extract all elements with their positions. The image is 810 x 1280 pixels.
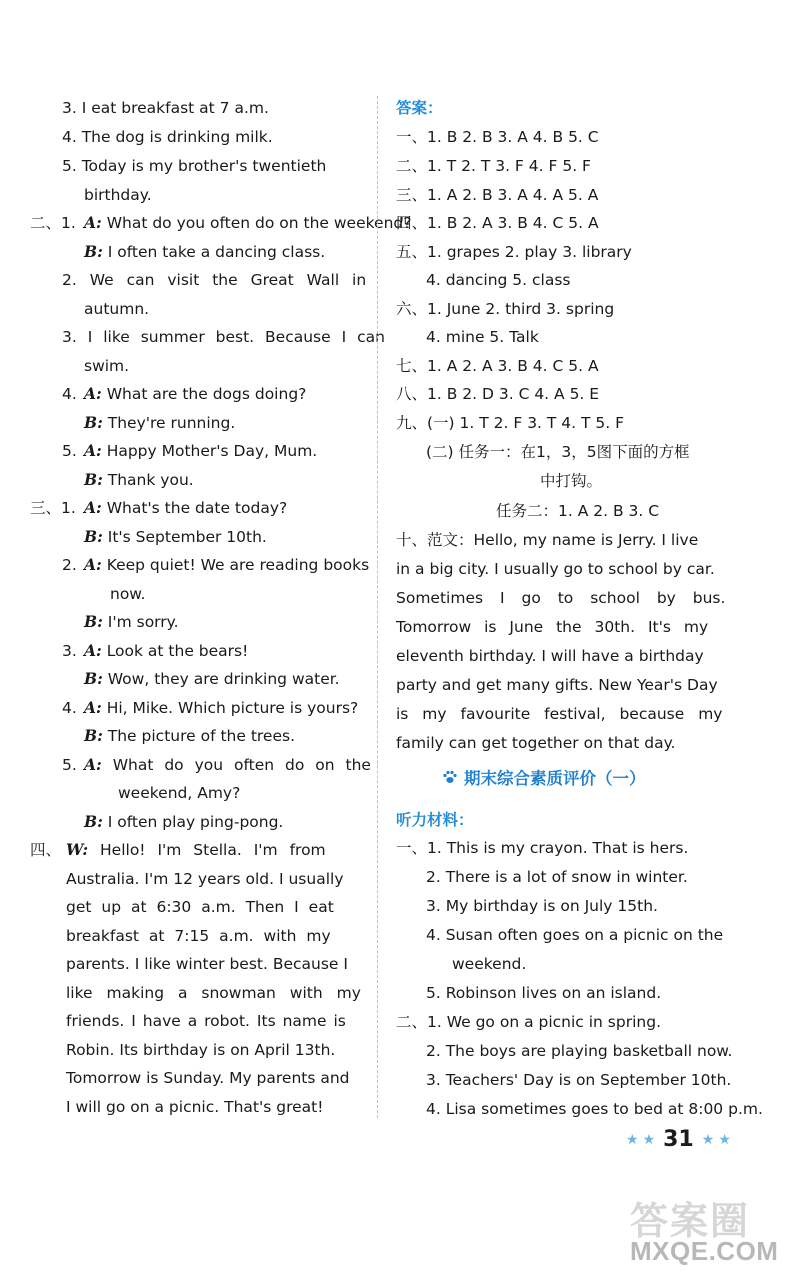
- listening-line: 4. Susan often goes on a picnic on the: [426, 926, 724, 944]
- dialogue-text: I often play ping-pong.: [107, 813, 284, 831]
- listening-line: 3. Teachers' Day is on September 10th.: [426, 1071, 732, 1089]
- star-icon: ★: [718, 1131, 731, 1148]
- text-line: I will go on a picnic. That's great!: [66, 1098, 324, 1116]
- text-line: like making a snowman with my: [66, 984, 361, 1002]
- text-line: weekend, Amy?: [118, 784, 241, 802]
- speaker-label: B:: [84, 413, 103, 432]
- listening-line: 二、1. We go on a picnic in spring.: [396, 1013, 661, 1031]
- dialogue-line: [84, 724, 295, 748]
- speaker-label: B:: [84, 470, 103, 489]
- speaker-label: A:: [84, 498, 102, 517]
- question-number: 4.: [62, 385, 77, 403]
- speaker-label: B:: [84, 527, 103, 546]
- dialogue-line: [84, 610, 179, 634]
- speaker-label: A:: [84, 755, 102, 774]
- answer-line: 九、(一) 1. T 2. F 3. T 4. T 5. F: [396, 414, 625, 432]
- dialogue-line: [84, 810, 283, 834]
- speaker-label: B:: [84, 242, 103, 261]
- dialogue-text: Hi, Mike. Which picture is yours?: [106, 699, 359, 717]
- essay-line: Tomorrow is June the 30th. It's my: [396, 618, 709, 636]
- essay-line: Sometimes I go to school by bus.: [396, 589, 726, 607]
- speaker-label: A:: [84, 555, 102, 574]
- dialogue-text: What are the dogs doing?: [106, 385, 307, 403]
- speaker-label: B:: [84, 669, 103, 688]
- answer-line: (二) 任务一：在1，3，5图下面的方框: [426, 443, 690, 461]
- dialogue-line: [84, 525, 267, 549]
- essay-line: family can get together on that day.: [396, 734, 676, 752]
- answer-line: 4. dancing 5. class: [426, 271, 571, 289]
- speaker-label: A:: [84, 641, 102, 660]
- listening-line: weekend.: [452, 955, 527, 973]
- answer-line: 中打钩。: [540, 472, 603, 490]
- question-number: 二、1.: [30, 214, 76, 232]
- speaker-label: B:: [84, 726, 103, 745]
- dialogue-line: [84, 439, 317, 463]
- dialogue-line: [84, 240, 325, 264]
- speaker-label: A:: [84, 384, 102, 403]
- answer-line: 二、1. T 2. T 3. F 4. F 5. F: [396, 157, 591, 175]
- question-number: 三、1.: [30, 499, 76, 517]
- text-line: 5. Today is my brother's twentieth: [62, 157, 327, 175]
- page-number-area: [626, 1127, 731, 1152]
- star-icon: ★: [701, 1131, 715, 1148]
- dialogue-text: They're running.: [107, 414, 236, 432]
- text-line: breakfast at 7:15 a.m. with my: [66, 927, 331, 945]
- question-number: 四、: [30, 841, 62, 859]
- essay-line: party and get many gifts. New Year's Day: [396, 676, 718, 694]
- text-line: now.: [110, 585, 146, 603]
- listening-line: 4. Lisa sometimes goes to bed at 8:00 p.m.: [426, 1100, 763, 1118]
- speaker-label: B:: [84, 612, 103, 631]
- text-line: 3. I eat breakfast at 7 a.m.: [62, 99, 269, 117]
- dialogue-text: Hello! I'm Stella. I'm from: [100, 841, 326, 859]
- dialogue-text: What do you often do on the: [112, 756, 371, 774]
- dialogue-line: [84, 553, 369, 577]
- dialogue-line: [84, 382, 306, 406]
- answer-line: 八、1. B 2. D 3. C 4. A 5. E: [396, 385, 600, 403]
- dialogue-line: [84, 667, 340, 691]
- text-line: friends. I have a robot. Its name is: [66, 1012, 346, 1030]
- question-number: 3.: [62, 642, 77, 660]
- speaker-label: A:: [84, 698, 102, 717]
- dialogue-line: [84, 411, 235, 435]
- dialogue-text: It's September 10th.: [107, 528, 267, 546]
- column-divider: [377, 96, 378, 1118]
- essay-line: 十、范文：Hello, my name is Jerry. I live: [396, 531, 699, 549]
- dialogue-text: I often take a dancing class.: [107, 243, 326, 261]
- dialogue-text: I'm sorry.: [107, 613, 179, 631]
- speaker-label: A:: [84, 213, 102, 232]
- dialogue-text: Look at the bears!: [106, 642, 249, 660]
- question-number: 5.: [62, 756, 77, 774]
- speaker-label: A:: [84, 441, 102, 460]
- section-title: [442, 765, 646, 789]
- page-number: 31: [663, 1127, 694, 1152]
- question-number: 5.: [62, 442, 77, 460]
- question-number: 2.: [62, 556, 77, 574]
- watermark-logo: 答案圈: [630, 1199, 751, 1243]
- paw-icon: [442, 769, 458, 785]
- answer-line: 4. mine 5. Talk: [426, 328, 539, 346]
- listening-label: 听力材料：: [396, 811, 474, 829]
- answer-line: 四、1. B 2. A 3. B 4. C 5. A: [396, 214, 599, 232]
- answer-line: 七、1. A 2. A 3. B 4. C 5. A: [396, 357, 599, 375]
- text-line: get up at 6:30 a.m. Then I eat: [66, 898, 334, 916]
- watermark-url: MXQE.COM: [630, 1236, 779, 1266]
- dialogue-text: What's the date today?: [106, 499, 288, 517]
- text-line: Tomorrow is Sunday. My parents and: [66, 1069, 350, 1087]
- speaker-label: B:: [84, 812, 103, 831]
- essay-line: eleventh birthday. I will have a birthday: [396, 647, 704, 665]
- dialogue-line: [84, 696, 358, 720]
- dialogue-line: [66, 838, 326, 862]
- essay-line: is my favourite festival, because my: [396, 705, 723, 723]
- text-line: autumn.: [84, 300, 150, 318]
- dialogue-text: Keep quiet! We are reading books: [106, 556, 370, 574]
- section-title-text: 期末综合素质评价（一）: [464, 769, 646, 788]
- listening-line: 3. My birthday is on July 15th.: [426, 897, 658, 915]
- dialogue-line: [84, 753, 371, 777]
- dialogue-line: [84, 468, 194, 492]
- dialogue-line: [84, 211, 411, 235]
- answer-line: 任务二：1. A 2. B 3. C: [496, 502, 660, 520]
- dialogue-text: The picture of the trees.: [107, 727, 295, 745]
- text-line: swim.: [84, 357, 130, 375]
- listening-line: 2. The boys are playing basketball now.: [426, 1042, 733, 1060]
- dialogue-line: [84, 639, 248, 663]
- star-icon: ★: [642, 1131, 656, 1148]
- listening-line: 2. There is a lot of snow in winter.: [426, 868, 688, 886]
- text-line: Australia. I'm 12 years old. I usually: [66, 870, 344, 888]
- text-line: parents. I like winter best. Because I: [66, 955, 348, 973]
- listening-line: 5. Robinson lives on an island.: [426, 984, 662, 1002]
- dialogue-text: What do you often do on the weekend?: [106, 214, 412, 232]
- star-icon: ★: [626, 1131, 639, 1148]
- answer-line: 五、1. grapes 2. play 3. library: [396, 243, 632, 261]
- listening-line: 一、1. This is my crayon. That is hers.: [396, 839, 689, 857]
- dialogue-line: [84, 496, 287, 520]
- dialogue-text: Wow, they are drinking water.: [107, 670, 340, 688]
- essay-line: in a big city. I usually go to school by car.: [396, 560, 715, 578]
- text-line: [62, 268, 367, 292]
- text-line: 3. I like summer best. Because I can: [62, 328, 385, 346]
- text-line: Robin. Its birthday is on April 13th.: [66, 1041, 336, 1059]
- text-line: 4. The dog is drinking milk.: [62, 128, 273, 146]
- dialogue-text: Thank you.: [107, 471, 194, 489]
- text-line: birthday.: [84, 186, 152, 204]
- dialogue-text: Happy Mother's Day, Mum.: [106, 442, 318, 460]
- answer-line: 一、1. B 2. B 3. A 4. B 5. C: [396, 128, 599, 146]
- answer-line: 三、1. A 2. B 3. A 4. A 5. A: [396, 186, 599, 204]
- answers-label: 答案：: [396, 99, 443, 117]
- text-span: 2. We can visit the Great Wall in: [62, 271, 367, 289]
- speaker-label: W:: [66, 840, 89, 859]
- question-number: 4.: [62, 699, 77, 717]
- answer-line: 六、1. June 2. third 3. spring: [396, 300, 615, 318]
